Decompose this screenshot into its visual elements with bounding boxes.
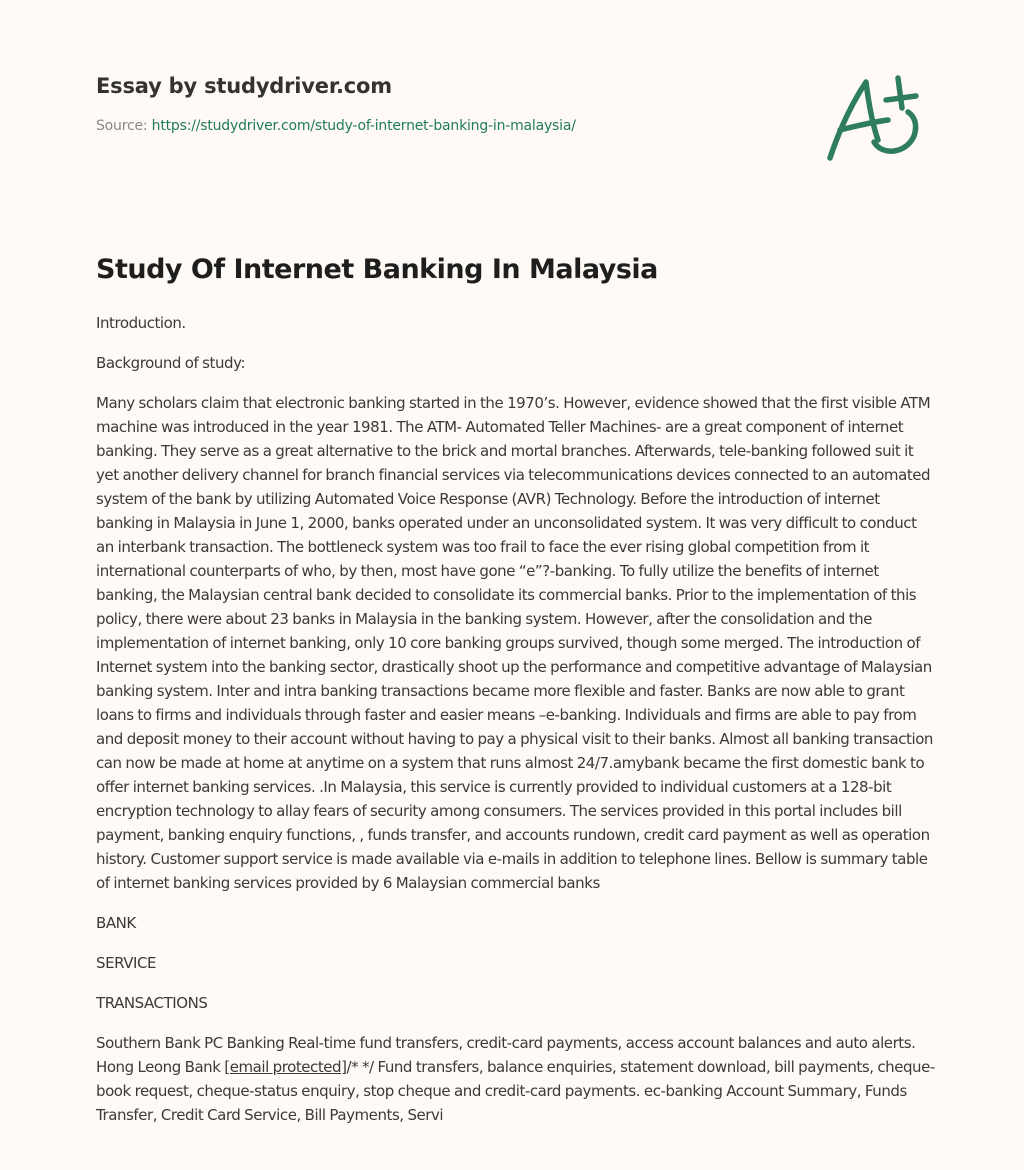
site-title: Essay by studydriver.com (96, 74, 392, 98)
background-heading: Background of study: (96, 354, 246, 372)
source-line (96, 118, 796, 134)
bank-services-text-1: Southern Bank PC Banking Real-time fund transfers, credit-card payments, access account balances and auto alerts. Hong Leong Bank (96, 1034, 916, 1076)
table-header-bank: BANK (96, 914, 136, 932)
a-plus-grade-icon (822, 68, 926, 164)
email-protected-link[interactable]: [email protected] (224, 1058, 347, 1076)
bank-services-paragraph (96, 1031, 936, 1127)
intro-paragraph: Introduction. (96, 314, 186, 332)
source-label: Source: (96, 118, 148, 134)
table-header-transactions: TRANSACTIONS (96, 994, 208, 1012)
essay-header (96, 74, 796, 134)
article (96, 254, 936, 1143)
table-header-service: SERVICE (96, 954, 157, 972)
body-paragraph: Many scholars claim that electronic banking started in the 1970’s. However, evidence showed that the first visible ATM machine was introduced in the year 1981. The ATM- Automated Teller Machines- are a great component of internet banking. They serve as a great alternative to the brick and mortal branches. Afterwards, tele-banking followed suit it yet another delivery channel for branch financial services via telecommunications devices connected to an automated system of the bank by utilizing Automated Voice Response (AVR) Technology. Before the introduction of internet banking in Malaysia in June 1, 2000, banks operated under an unconsolidated system. It was very difficult to conduct an interbank transaction. The bottleneck system was too frail to face the ever rising global competition from it international counterparts of who, by then, most have gone “e”?-banking. To fully utilize the benefits of internet banking, the Malaysian central bank decided to consolidate its commercial banks. Prior to the implementation of this policy, there were about 23 banks in Malaysia in the banking system. However, after the consolidation and the implementation of internet banking, only 10 core banking groups survived, though some merged. The introduction of Internet system into the banking sector, drastically shoot up the performance and competitive advantage of Malaysian banking system. Inter and intra banking transactions became more flexible and faster. Banks are now able to grant loans to firms and individuals through faster and easier means –e-banking. Individuals and firms are able to pay from and deposit money to their account without having to pay a physical visit to their banks. Almost all banking transaction can now be made at home at anytime on a system that runs almost 24/7.amybank became the first domestic bank to offer internet banking services. .In Malaysia, this service is currently provided to individual customers at a 128-bit encryption technology to allay fears of security among consumers. The services provided in this portal includes bill payment, banking enquiry functions, , funds transfer, and accounts rundown, credit card payment as well as operation history. Customer support service is made available via e-mails in addition to telephone lines. Bellow is summary table of internet banking services provided by 6 Malaysian commercial banks (96, 394, 933, 892)
source-link[interactable]: https://studydriver.com/study-of-internet-banking-in-malaysia/ (151, 118, 576, 134)
page-title: Study Of Internet Banking In Malaysia (96, 254, 658, 285)
bank-services-text-2: /* */ Fund transfers, balance enquiries, statement download, bill payments, cheque-book request, cheque-status enquiry, stop cheque and credit-card payments. ec-banking Account Summary, Funds Transfer, Credit Card Service, Bill Payments, Servi (96, 1058, 935, 1124)
